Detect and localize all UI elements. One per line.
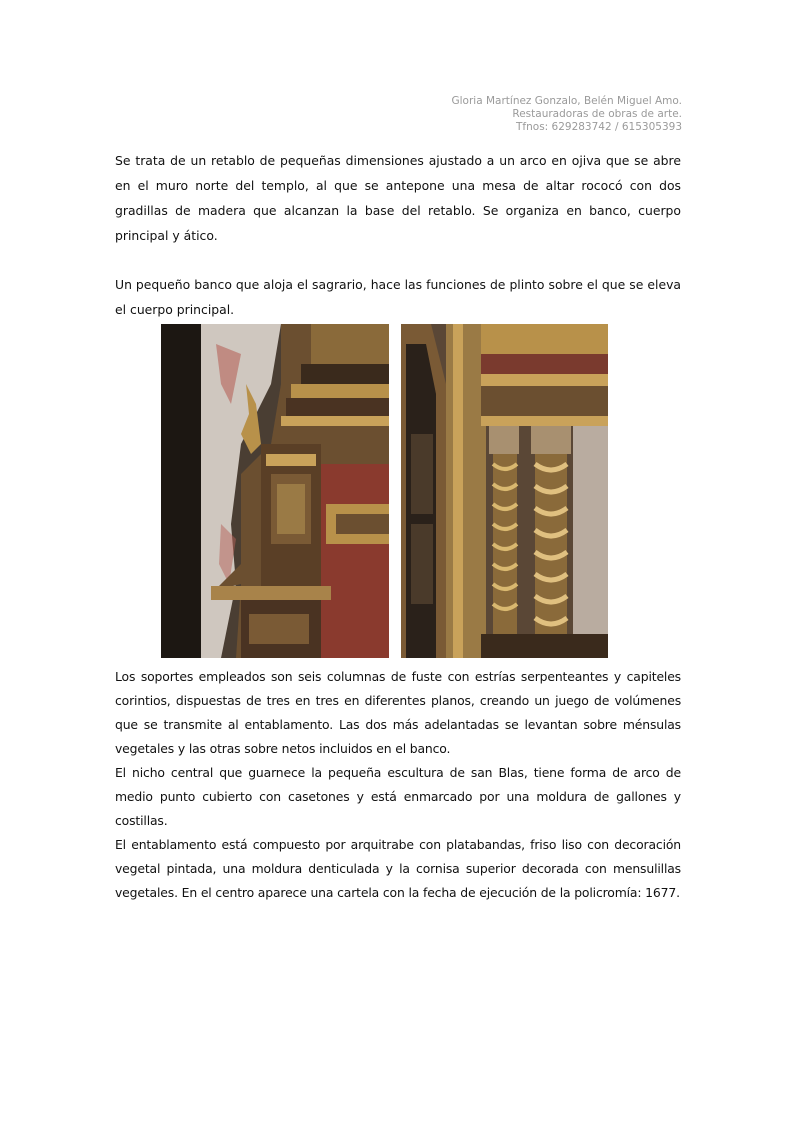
- paragraph-nicho: El nicho central que guarnece la pequeña escultura de san Blas, tiene forma de arco de medio punto cubierto con casetones y está enmarcado por una moldura de gallones y costillas.: [115, 765, 681, 828]
- paragraph-intro: Se trata de un retablo de pequeñas dimensiones ajustado a un arco en ojiva que se abre en el muro norte del templo, al que se antepone una mesa de altar rococó con dos gradillas de madera que alcanzan la base del retablo. Se organiza en banco, cuerpo principal y ático.: [115, 153, 681, 243]
- photo-retablo-columns: [401, 324, 608, 658]
- photo-retablo-cornice-image: [161, 324, 389, 658]
- photo-retablo-columns-image: [401, 324, 608, 658]
- paragraph-entablamento: El entablamento está compuesto por arquitrabe con platabandas, friso liso con decoración vegetal pintada, una moldura denticulada y la cornisa superior decorada con mensulillas vegetales. En el centro aparece una cartela con la fecha de ejecución de la policromía: 1677.: [115, 837, 681, 900]
- header-authors: Gloria Martínez Gonzalo, Belén Miguel Amo.: [451, 95, 682, 107]
- header-phones: Tfnos: 629283742 / 615305393: [516, 121, 682, 133]
- paragraph-soportes: Los soportes empleados son seis columnas de fuste con estrías serpenteantes y capiteles corintios, dispuestas de tres en tres en diferentes planos, creando un juego de volúmenes que se transmite al entablamento. Las dos más adelantadas se levantan sobre ménsulas vegetales y las otras sobre netos incluidos en el banco.: [115, 669, 681, 756]
- photo-retablo-cornice: [161, 324, 389, 658]
- description-block: [115, 665, 681, 905]
- page-header: [322, 95, 682, 134]
- paragraph-banco: Un pequeño banco que aloja el sagrario, hace las funciones de plinto sobre el que se eleva el cuerpo principal.: [115, 277, 681, 317]
- header-role: Restauradoras de obras de arte.: [512, 108, 682, 120]
